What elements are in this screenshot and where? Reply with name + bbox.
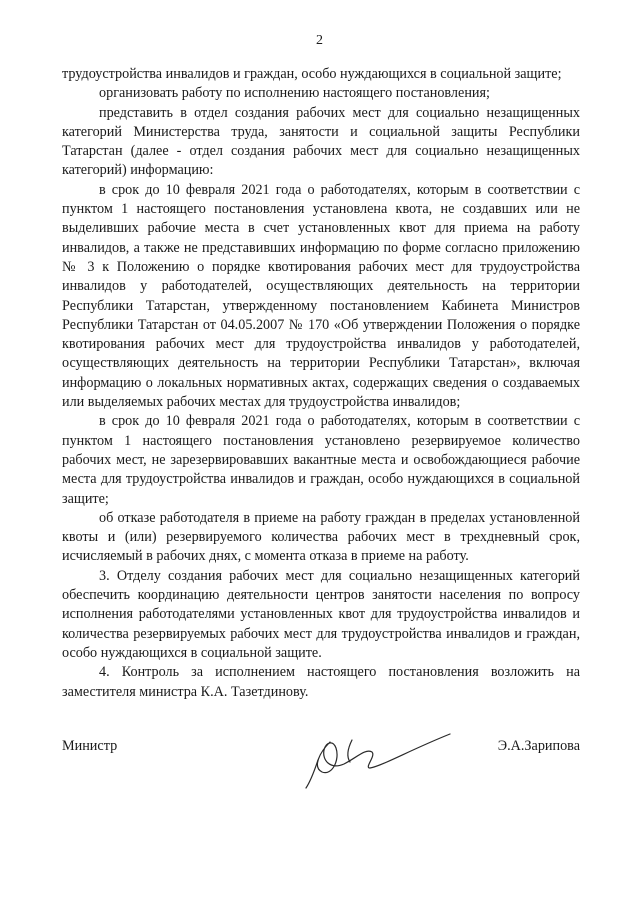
paragraph: в срок до 10 февраля 2021 года о работодателях, которым в соответствии с пунктом 1 настоящего постановления установлено резервируемое количество рабочих мест, не зарезервировавших вакантные места и освобождающиеся рабочие места для трудоустройства инвалидов и граждан, особо нуждающихся в социальной защите; — [62, 413, 580, 507]
paragraph: 3. Отделу создания рабочих мест для социально незащищенных категорий обеспечить координацию деятельности центров занятости населения по вопросу исполнения работодателями установленных квот для трудоустройства инвалидов и количества резервируемых рабочих мест для трудоустройства инвалидов и граждан, особо нуждающихся в социальной защите. — [62, 567, 580, 661]
paragraph: трудоустройства инвалидов и граждан, особо нуждающихся в социальной защите; — [62, 66, 562, 82]
paragraph: в срок до 10 февраля 2021 года о работодателях, которым в соответствии с пунктом 1 настоящего постановления установлена квота, не создавших или не выделивших рабочие места в счет установленных квот для приема на работу инвалидов, а также не представивших информацию по форме согласно приложению № 3 к Положению о порядке квотирования рабочих мест для трудоустройства инвалидов у работодателей, осуществляющих деятельность на территории Республики Татарстан, утвержденному постановлением Кабинета Министров Республики Татарстан от 04.05.2007 № 170 «Об утверждении Положения о порядке квотирования рабочих мест для трудоустройства инвалидов у работодателей, осуществляющих деятельность на территории Республики Татарстан», включая информацию о локальных нормативных актах, содержащих сведения о создаваемых или выделяемых рабочих местах для трудоустройства инвалидов; — [62, 181, 580, 411]
signatory-title: Министр — [62, 738, 118, 754]
document-body — [62, 65, 580, 702]
paragraph: организовать работу по исполнению настоящего постановления; — [99, 85, 490, 102]
signatory-name: Э.А.Зарипова — [497, 738, 580, 754]
paragraph: представить в отдел создания рабочих мест для социально незащищенных категорий Министерства труда, занятости и социальной защиты Республики Татарстан (далее - отдел создания рабочих мест для социально незащищенных категорий) информацию: — [62, 104, 580, 179]
handwritten-signature — [300, 712, 460, 792]
page-number: 2 — [316, 33, 323, 48]
paragraph: об отказе работодателя в приеме на работу граждан в пределах установленной квоты и (или) резервируемого количества рабочих мест в трехдневный срок, исчисляемый в рабочих днях, с момента отказа в приеме на работу. — [62, 509, 580, 565]
paragraph: 4. Контроль за исполнением настоящего постановления возложить на заместителя министра К.А. Тазетдинову. — [62, 664, 580, 700]
